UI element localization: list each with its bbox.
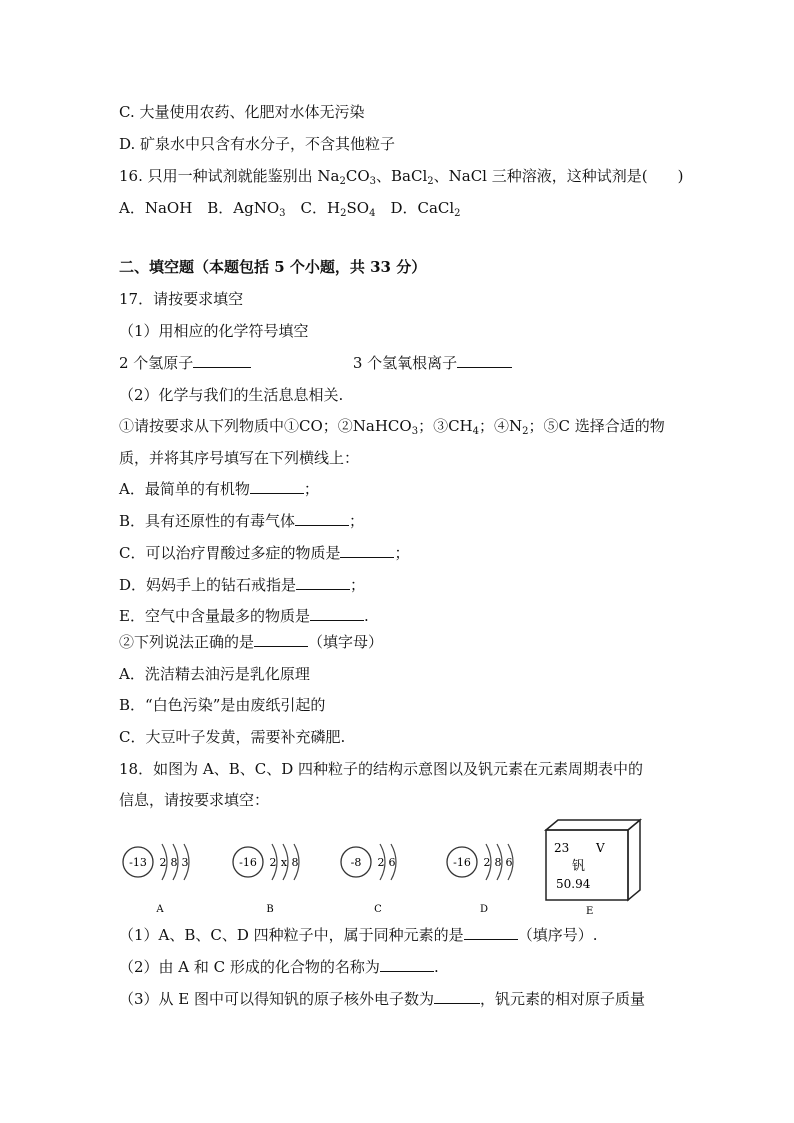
answer-blank[interactable] (250, 479, 304, 494)
atomic-structure-diagram (110, 818, 650, 918)
electron-count: 2 (269, 856, 277, 869)
answer-blank[interactable] (295, 511, 349, 526)
nucleus-charge: -13 (129, 856, 147, 869)
question-17-part1: （1）用相应的化学符号填空 (119, 322, 309, 340)
electron-count: 2 (377, 856, 385, 869)
electron-count: x (280, 856, 288, 869)
sub2-option: A．洗洁精去油污是乳化原理 (119, 665, 310, 683)
diagram-label: D (479, 904, 489, 915)
atom-diagram (123, 844, 189, 915)
atom-diagram (447, 844, 513, 915)
answer-blank[interactable] (457, 353, 512, 368)
answer-blank[interactable] (310, 606, 364, 621)
fill-item: E．空气中含量最多的物质是 . (119, 607, 369, 625)
electron-count: 3 (181, 856, 189, 869)
element-symbol: V (596, 841, 605, 855)
electron-count: 6 (388, 856, 396, 869)
question-18-part3: （3）从 E 图中可以得知钒的原子核外电子数为 ，钒元素的相对原子质量 (119, 990, 646, 1008)
electron-count: 2 (159, 856, 167, 869)
element-name: 钒 (572, 859, 586, 874)
question-17-part1-blanks: 2 个氢原子 3 个氢氧根离子 (119, 353, 512, 373)
atom-diagram (341, 844, 396, 915)
electron-count: 8 (170, 856, 178, 869)
question-16-stem: 16. 只用一种试剂就能鉴别出 $Na_2CO_3$、BaCl$_2$、NaCl 三种溶液，这种试剂是( ) (119, 167, 684, 187)
sub2-option: B．“白色污染”是由废纸引起的 (119, 696, 326, 714)
answer-blank[interactable] (193, 353, 251, 368)
question-17-sub2: ②下列说法正确的是 （填字母） (119, 633, 384, 651)
answer-blank[interactable] (380, 957, 434, 972)
diagram-label: C (374, 904, 382, 915)
fill-item: A．最简单的有机物 ； (119, 480, 319, 498)
atomic-mass: 50.94 (556, 877, 591, 891)
electron-count: 8 (291, 856, 299, 869)
sub2-option: C．大豆叶子发黄，需要补充磷肥. (119, 728, 346, 746)
fill-item: C．可以治疗胃酸过多症的物质是 ； (119, 544, 410, 562)
electron-count: 6 (505, 856, 513, 869)
answer-blank[interactable] (340, 543, 394, 558)
periodic-table-cell (546, 820, 640, 917)
diagram-label: A (156, 904, 164, 915)
diagram-label: B (266, 904, 274, 915)
question-17-sub1: ①请按要求从下列物质中①CO；②NaHCO$_3$；$③CH_4$；$④N_2$；⑤C 选择合适的物 (119, 417, 665, 437)
nucleus-charge: -8 (350, 856, 362, 869)
answer-blank[interactable] (254, 632, 308, 647)
question-17-part2: （2）化学与我们的生活息息相关. (119, 386, 344, 404)
option-d: D. 矿泉水中只含有水分子，不含其他粒子 (119, 135, 396, 153)
nucleus-charge: -16 (239, 856, 257, 869)
fill-item: D．妈妈手上的钻石戒指是 ； (119, 576, 366, 594)
answer-blank[interactable] (296, 575, 350, 590)
answer-blank[interactable] (434, 989, 480, 1004)
question-18-part1: （1）A、B、C、D 四种粒子中，属于同种元素的是 （填序号）. (119, 926, 598, 944)
atomic-number: 23 (554, 841, 570, 855)
atom-diagram (233, 844, 299, 915)
section-heading: 二、填空题（本题包括 5 个小题，共 33 分） (119, 258, 427, 276)
question-17-title: 17．请按要求填空 (119, 290, 244, 308)
option-c: C. 大量使用农药、化肥对水体无污染 (119, 103, 365, 121)
fill-item: B．具有还原性的有毒气体 ； (119, 512, 365, 530)
question-18-stem: 18．如图为 A、B、C、D 四种粒子的结构示意图以及钒元素在元素周期表中的 (119, 760, 643, 778)
nucleus-charge: -16 (453, 856, 471, 869)
question-18-stem-cont: 信息，请按要求填空： (119, 791, 270, 809)
question-17-sub1-cont: 质，并将其序号填写在下列横线上： (119, 449, 360, 467)
question-18-part2: （2）由 A 和 C 形成的化合物的名称为 . (119, 958, 439, 976)
diagram-label: E (586, 906, 594, 917)
electron-count: 2 (483, 856, 491, 869)
answer-blank[interactable] (464, 925, 518, 940)
question-16-options: A．NaOH B．AgNO$_3$ C．$H_2SO_4$ D．CaCl$_2$ (119, 199, 461, 219)
electron-count: 8 (494, 856, 502, 869)
